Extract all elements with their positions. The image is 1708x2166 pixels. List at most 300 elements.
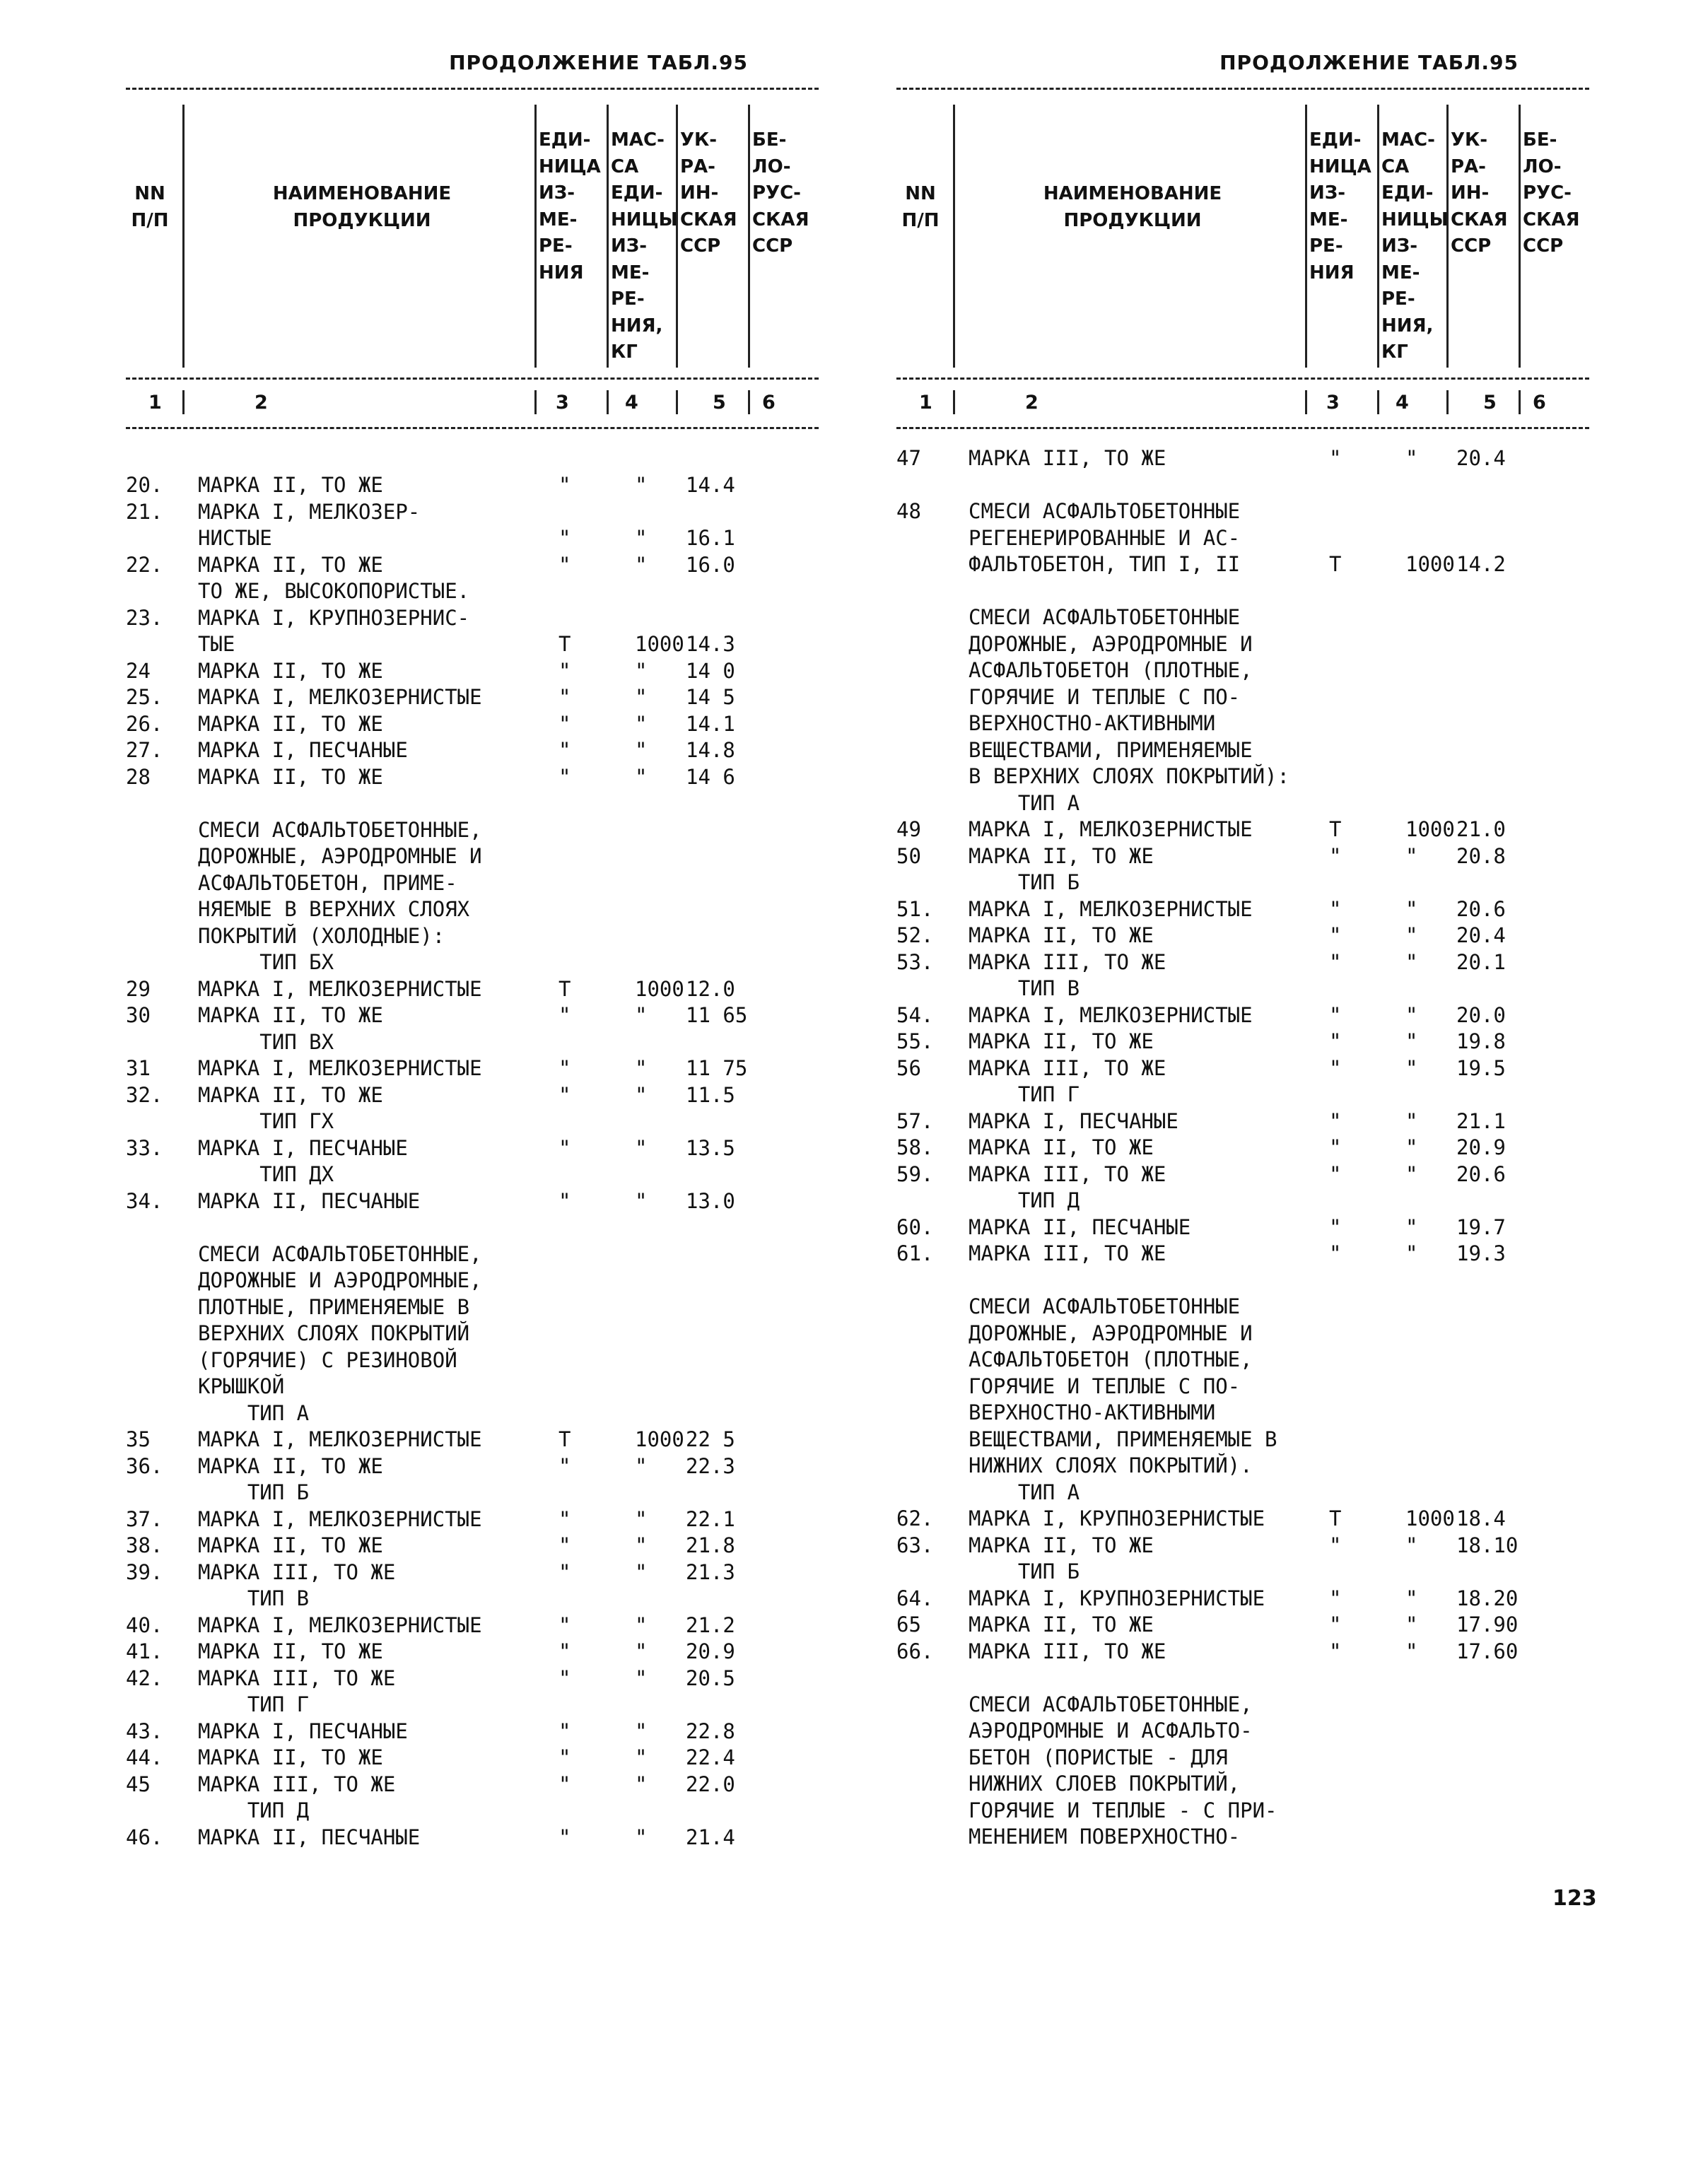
product-name: МАРКА III, ТО ЖЕ bbox=[969, 1055, 1166, 1080]
value-cell: 14 6 bbox=[686, 764, 735, 789]
table-row bbox=[896, 472, 1589, 499]
item-number: 36. bbox=[126, 1453, 163, 1478]
product-name: СМЕСИ АСФАЛЬТОБЕТОННЫЕ bbox=[969, 499, 1241, 523]
value-cell: 14.4 bbox=[686, 473, 735, 497]
product-name: ТЫЕ bbox=[198, 632, 235, 656]
unit-cell: " bbox=[1329, 1055, 1342, 1080]
number-divider bbox=[953, 390, 955, 414]
product-name: МАРКА II, ТО ЖЕ bbox=[198, 552, 383, 577]
product-name: МАРКА I, МЕЛКОЗЕРНИСТЫЕ bbox=[198, 1056, 482, 1080]
product-name: ТИП Г bbox=[969, 1082, 1080, 1106]
header-divider bbox=[748, 105, 750, 368]
product-name: МАРКА I, МЕЛКОЗЕРНИСТЫЕ bbox=[969, 1002, 1253, 1027]
unit-cell: " bbox=[558, 1745, 571, 1769]
unit-cell: " bbox=[558, 1188, 571, 1213]
table-row bbox=[126, 658, 819, 685]
product-name: КРЫШКОЙ bbox=[198, 1374, 285, 1398]
value-cell: 20.6 bbox=[1456, 1161, 1506, 1186]
mass-cell: 1000 bbox=[1405, 1506, 1455, 1530]
table-row bbox=[896, 1135, 1589, 1161]
table-row bbox=[896, 1718, 1589, 1745]
product-name: НИЖНИХ СЛОЯХ ПОКРЫТИЙ). bbox=[969, 1453, 1253, 1477]
unit-cell: Т bbox=[1329, 1506, 1342, 1530]
product-name: МАРКА II, ТО ЖЕ bbox=[198, 1082, 383, 1107]
item-number: 57. bbox=[896, 1108, 934, 1133]
product-name: МАРКА II, ТО ЖЕ bbox=[969, 923, 1154, 947]
mass-cell: " bbox=[635, 1719, 648, 1743]
mass-cell: " bbox=[635, 685, 648, 709]
item-number: 32. bbox=[126, 1082, 163, 1107]
table-row bbox=[126, 1241, 819, 1268]
item-number: 20. bbox=[126, 473, 163, 497]
header-ukraine-label: УК- РА- ИН- СКАЯ ССР bbox=[1451, 129, 1508, 257]
item-number: 62. bbox=[896, 1506, 934, 1530]
number-divider bbox=[1519, 390, 1521, 414]
mass-cell: " bbox=[1405, 1002, 1418, 1027]
table-body bbox=[896, 445, 1589, 1851]
value-cell: 14 5 bbox=[686, 685, 735, 709]
table-row bbox=[126, 1533, 819, 1559]
value-cell: 16.0 bbox=[686, 552, 735, 577]
table-row bbox=[126, 472, 819, 499]
product-name: ТИП Б bbox=[969, 1559, 1080, 1583]
product-name: ТИП ВХ bbox=[198, 1029, 334, 1054]
table-row bbox=[896, 578, 1589, 605]
item-number: 43. bbox=[126, 1719, 163, 1743]
table-row bbox=[896, 1612, 1589, 1639]
product-name: МАРКА I, ПЕСЧАНЫЕ bbox=[969, 1108, 1178, 1133]
item-number: 59. bbox=[896, 1161, 934, 1186]
header-number-label: NN П/П bbox=[131, 183, 169, 231]
mass-cell: " bbox=[1405, 843, 1418, 868]
product-name: ТИП БХ bbox=[198, 950, 334, 974]
header-divider bbox=[1377, 105, 1379, 368]
value-cell: 16.1 bbox=[686, 526, 735, 550]
product-name: (ГОРЯЧИЕ) С РЕЗИНОВОЙ bbox=[198, 1347, 457, 1372]
product-name: ДОРОЖНЫЕ, АЭРОДРОМНЫЕ И bbox=[969, 631, 1253, 656]
mass-cell: " bbox=[1405, 1214, 1418, 1239]
item-number: 40. bbox=[126, 1612, 163, 1637]
product-name: ПОКРЫТИЙ (ХОЛОДНЫЕ): bbox=[198, 923, 445, 948]
item-number: 56 bbox=[896, 1055, 921, 1080]
value-cell: 19.3 bbox=[1456, 1241, 1506, 1265]
table-row bbox=[126, 605, 819, 632]
product-name: МАРКА II, ТО ЖЕ bbox=[198, 764, 383, 789]
unit-cell: " bbox=[558, 552, 571, 577]
product-name: ДОРОЖНЫЕ, АЭРОДРОМНЫЕ И bbox=[198, 844, 482, 868]
mass-cell: 1000 bbox=[635, 1427, 684, 1451]
product-name: МАРКА III, ТО ЖЕ bbox=[969, 1241, 1166, 1265]
right-column bbox=[896, 0, 1603, 1909]
value-cell: 22.8 bbox=[686, 1719, 735, 1743]
product-name: МАРКА I, МЕЛКОЗЕРНИСТЫЕ bbox=[198, 685, 482, 709]
product-name: АСФАЛЬТОБЕТОН (ПЛОТНЫЕ, bbox=[969, 658, 1253, 682]
unit-cell: " bbox=[1329, 1586, 1342, 1610]
column-number: 4 bbox=[1396, 392, 1409, 414]
mass-cell: " bbox=[1405, 896, 1418, 921]
table-row bbox=[896, 1639, 1589, 1666]
header-mass-label: МАС- СА ЕДИ- НИЦЫ ИЗ- МЕ- РЕ- НИЯ, КГ bbox=[611, 129, 678, 363]
product-name: МАРКА I, КРУПНОЗЕРНИСТЫЕ bbox=[969, 1586, 1265, 1610]
table-row bbox=[896, 896, 1589, 923]
table-row bbox=[126, 790, 819, 817]
unit-cell: " bbox=[558, 473, 571, 497]
value-cell: 14.8 bbox=[686, 738, 735, 762]
table-row bbox=[896, 551, 1589, 578]
header-mid-rule bbox=[896, 377, 1589, 380]
value-cell: 22.4 bbox=[686, 1745, 735, 1769]
unit-cell: " bbox=[558, 1056, 571, 1080]
number-divider bbox=[748, 390, 750, 414]
column-number: 1 bbox=[148, 392, 162, 414]
table-row bbox=[126, 525, 819, 552]
table-row bbox=[126, 843, 819, 870]
value-cell: 20.8 bbox=[1456, 843, 1506, 868]
item-number: 33. bbox=[126, 1135, 163, 1160]
unit-cell: " bbox=[558, 1082, 571, 1107]
product-name: МАРКА III, ТО ЖЕ bbox=[969, 446, 1166, 470]
value-cell: 21.0 bbox=[1456, 817, 1506, 841]
item-number: 31 bbox=[126, 1056, 151, 1080]
header-bottom-rule bbox=[896, 427, 1589, 429]
mass-cell: " bbox=[635, 1559, 648, 1584]
mass-cell: " bbox=[635, 1188, 648, 1213]
table-row bbox=[126, 737, 819, 764]
table-row bbox=[126, 1082, 819, 1109]
product-name: МАРКА II, ТО ЖЕ bbox=[198, 1003, 383, 1027]
table-row bbox=[896, 710, 1589, 737]
mass-cell: 1000 bbox=[1405, 817, 1455, 841]
table-row bbox=[126, 711, 819, 738]
table-row bbox=[896, 1294, 1589, 1321]
product-name: МАРКА I, КРУПНОЗЕРНИС- bbox=[198, 605, 470, 630]
number-divider bbox=[534, 390, 537, 414]
number-divider bbox=[1305, 390, 1307, 414]
column-number: 3 bbox=[556, 392, 569, 414]
table-row bbox=[126, 1612, 819, 1639]
table-row bbox=[896, 604, 1589, 631]
product-name: ТИП ГХ bbox=[198, 1109, 334, 1133]
unit-cell: " bbox=[1329, 843, 1342, 868]
item-number: 23. bbox=[126, 605, 163, 630]
number-divider bbox=[607, 390, 609, 414]
number-divider bbox=[1377, 390, 1379, 414]
table-row bbox=[896, 1559, 1589, 1586]
table-row bbox=[126, 1825, 819, 1851]
value-cell: 22.3 bbox=[686, 1453, 735, 1478]
product-name: МАРКА III, ТО ЖЕ bbox=[969, 1639, 1166, 1663]
unit-cell: Т bbox=[558, 1427, 571, 1451]
unit-cell: " bbox=[1329, 1612, 1342, 1637]
mass-cell: " bbox=[635, 1082, 648, 1107]
item-number: 37. bbox=[126, 1506, 163, 1531]
value-cell: 21.4 bbox=[686, 1825, 735, 1849]
value-cell: 17.90 bbox=[1456, 1612, 1519, 1637]
table-row bbox=[896, 498, 1589, 525]
product-name: ВЕРХНОСТНО-АКТИВНЫМИ bbox=[969, 711, 1216, 735]
product-name: МАРКА III, ТО ЖЕ bbox=[969, 949, 1166, 974]
mass-cell: " bbox=[635, 711, 648, 736]
continuation-title: ПРОДОЛЖЕНИЕ ТАБЛ.95 bbox=[449, 51, 748, 74]
product-name: МЕНЕНИЕМ ПОВЕРХНОСТНО- bbox=[969, 1825, 1241, 1849]
value-cell: 20.4 bbox=[1456, 923, 1506, 947]
item-number: 47 bbox=[896, 446, 921, 470]
item-number: 44. bbox=[126, 1745, 163, 1769]
unit-cell: " bbox=[1329, 923, 1342, 947]
unit-cell: " bbox=[558, 1666, 571, 1690]
table-row bbox=[896, 1427, 1589, 1453]
mass-cell: " bbox=[1405, 446, 1418, 470]
item-number: 39. bbox=[126, 1559, 163, 1584]
number-divider bbox=[182, 390, 185, 414]
product-name: МАРКА I, МЕЛКОЗЕРНИСТЫЕ bbox=[198, 1506, 482, 1531]
value-cell: 14.2 bbox=[1456, 552, 1506, 576]
value-cell: 20.9 bbox=[1456, 1135, 1506, 1159]
mass-cell: " bbox=[635, 764, 648, 789]
table-row bbox=[896, 445, 1589, 472]
unit-cell: " bbox=[1329, 1639, 1342, 1663]
product-name: ВЕРХНОСТНО-АКТИВНЫМИ bbox=[969, 1400, 1216, 1424]
product-name: МАРКА I, ПЕСЧАНЫЕ bbox=[198, 1719, 408, 1743]
table-row bbox=[126, 1798, 819, 1825]
table-row bbox=[126, 1666, 819, 1692]
table-row bbox=[126, 1161, 819, 1188]
item-number: 48 bbox=[896, 499, 921, 523]
unit-cell: " bbox=[558, 658, 571, 683]
product-name: МАРКА II, ТО ЖЕ bbox=[969, 1029, 1154, 1053]
product-name: ТИП А bbox=[969, 790, 1080, 815]
product-name: МАРКА II, ПЕСЧАНЫЕ bbox=[969, 1214, 1191, 1239]
unit-cell: " bbox=[1329, 1161, 1342, 1186]
left-column bbox=[126, 0, 833, 1909]
unit-cell: " bbox=[1329, 949, 1342, 974]
value-cell: 17.60 bbox=[1456, 1639, 1519, 1663]
item-number: 51. bbox=[896, 896, 934, 921]
item-number: 65 bbox=[896, 1612, 921, 1637]
product-name: МАРКА II, ТО ЖЕ bbox=[198, 1745, 383, 1769]
table-row bbox=[126, 1135, 819, 1162]
value-cell: 11 65 bbox=[686, 1003, 748, 1027]
mass-cell: " bbox=[1405, 1612, 1418, 1637]
value-cell: 18.20 bbox=[1456, 1586, 1519, 1610]
unit-cell: " bbox=[558, 711, 571, 736]
value-cell: 21.3 bbox=[686, 1559, 735, 1584]
table-row bbox=[896, 1533, 1589, 1559]
value-cell: 14.3 bbox=[686, 632, 735, 656]
table-row bbox=[896, 1082, 1589, 1108]
unit-cell: " bbox=[558, 1533, 571, 1557]
item-number: 60. bbox=[896, 1214, 934, 1239]
table-row bbox=[126, 1347, 819, 1374]
table-row bbox=[126, 578, 819, 605]
mass-cell: " bbox=[635, 1666, 648, 1690]
item-number: 26. bbox=[126, 711, 163, 736]
product-name: МАРКА II, ТО ЖЕ bbox=[198, 1533, 383, 1557]
table-row bbox=[126, 1639, 819, 1666]
product-name: МАРКА I, КРУПНОЗЕРНИСТЫЕ bbox=[969, 1506, 1265, 1530]
table-row bbox=[896, 1188, 1589, 1214]
table-row bbox=[896, 1400, 1589, 1427]
unit-cell: " bbox=[1329, 1029, 1342, 1053]
header-belarus-label: БЕ- ЛО- РУС- СКАЯ ССР bbox=[1523, 129, 1580, 257]
product-name: ТИП Б bbox=[969, 870, 1080, 894]
product-name: ВЕЩЕСТВАМИ, ПРИМЕНЯЕМЫЕ bbox=[969, 737, 1253, 762]
item-number: 50 bbox=[896, 843, 921, 868]
mass-cell: " bbox=[1405, 1108, 1418, 1133]
mass-cell: " bbox=[1405, 1586, 1418, 1610]
product-name: В ВЕРХНИХ СЛОЯХ ПОКРЫТИЙ): bbox=[969, 764, 1289, 788]
page-number: 123 bbox=[1552, 1886, 1597, 1911]
product-name: МАРКА I, МЕЛКОЗЕРНИСТЫЕ bbox=[969, 896, 1253, 921]
value-cell: 18.10 bbox=[1456, 1533, 1519, 1557]
table-row bbox=[896, 737, 1589, 764]
table-row bbox=[126, 1268, 819, 1294]
item-number: 58. bbox=[896, 1135, 934, 1159]
mass-cell: " bbox=[635, 473, 648, 497]
mass-cell: " bbox=[635, 1825, 648, 1849]
product-name: МАРКА II, ТО ЖЕ bbox=[969, 1135, 1154, 1159]
table-row bbox=[126, 1321, 819, 1347]
unit-cell: " bbox=[1329, 1241, 1342, 1265]
table-row bbox=[896, 525, 1589, 552]
mass-cell: " bbox=[635, 1506, 648, 1531]
item-number: 38. bbox=[126, 1533, 163, 1557]
table-row bbox=[126, 499, 819, 526]
item-number: 53. bbox=[896, 949, 934, 974]
unit-cell: " bbox=[1329, 1002, 1342, 1027]
product-name: ТИП В bbox=[969, 976, 1080, 1000]
number-divider bbox=[676, 390, 678, 414]
mass-cell: " bbox=[635, 738, 648, 762]
value-cell: 18.4 bbox=[1456, 1506, 1506, 1530]
header-divider bbox=[182, 105, 185, 368]
unit-cell: " bbox=[1329, 1135, 1342, 1159]
table-row bbox=[896, 976, 1589, 1002]
table-row bbox=[126, 1400, 819, 1427]
column-number: 3 bbox=[1326, 392, 1340, 414]
table-row bbox=[896, 843, 1589, 870]
value-cell: 20.6 bbox=[1456, 896, 1506, 921]
item-number: 61. bbox=[896, 1241, 934, 1265]
product-name: НЯЕМЫЕ В ВЕРХНИХ СЛОЯХ bbox=[198, 897, 470, 921]
column-number: 1 bbox=[919, 392, 932, 414]
product-name: МАРКА I, МЕЛКОЗЕРНИСТЫЕ bbox=[198, 1612, 482, 1637]
mass-cell: " bbox=[635, 1639, 648, 1663]
item-number: 28 bbox=[126, 764, 151, 789]
mass-cell: " bbox=[635, 1772, 648, 1796]
table-row bbox=[126, 764, 819, 791]
product-name: МАРКА I, ПЕСЧАНЫЕ bbox=[198, 1135, 408, 1160]
header-top-rule bbox=[126, 88, 819, 90]
table-row bbox=[896, 1745, 1589, 1772]
unit-cell: " bbox=[1329, 896, 1342, 921]
table-row bbox=[896, 763, 1589, 790]
table-row bbox=[896, 1374, 1589, 1400]
header-ukraine-label: УК- РА- ИН- СКАЯ ССР bbox=[680, 129, 737, 257]
table-row bbox=[126, 1055, 819, 1082]
item-number: 22. bbox=[126, 552, 163, 577]
table-row bbox=[896, 1321, 1589, 1347]
product-name: ТИП В bbox=[198, 1586, 310, 1610]
header-divider bbox=[953, 105, 955, 368]
item-number: 25. bbox=[126, 685, 163, 709]
value-cell: 22 5 bbox=[686, 1427, 735, 1451]
unit-cell: " bbox=[1329, 1533, 1342, 1557]
mass-cell: " bbox=[1405, 949, 1418, 974]
table-row bbox=[896, 1241, 1589, 1268]
unit-cell: " bbox=[1329, 446, 1342, 470]
table-row bbox=[126, 1745, 819, 1772]
value-cell: 21.1 bbox=[1456, 1108, 1506, 1133]
table-row bbox=[896, 1453, 1589, 1480]
column-number: 2 bbox=[255, 392, 268, 414]
product-name: МАРКА III, ТО ЖЕ bbox=[198, 1559, 396, 1584]
unit-cell: Т bbox=[558, 632, 571, 656]
product-name: МАРКА II, ТО ЖЕ bbox=[969, 843, 1154, 868]
product-name: ТО ЖЕ, ВЫСОКОПОРИСТЫЕ. bbox=[198, 579, 470, 603]
table-row bbox=[896, 631, 1589, 658]
table-row bbox=[126, 1453, 819, 1480]
value-cell: 13.0 bbox=[686, 1188, 735, 1213]
header-unit-label: ЕДИ- НИЦА ИЗ- МЕ- РЕ- НИЯ bbox=[1309, 129, 1371, 283]
item-number: 21. bbox=[126, 499, 163, 524]
table-row bbox=[896, 1665, 1589, 1692]
item-number: 41. bbox=[126, 1639, 163, 1663]
table-row bbox=[126, 1002, 819, 1029]
product-name: ВЕЩЕСТВАМИ, ПРИМЕНЯЕМЫЕ В bbox=[969, 1427, 1277, 1451]
product-name: СМЕСИ АСФАЛЬТОБЕТОННЫЕ bbox=[969, 1294, 1241, 1318]
table-row bbox=[126, 631, 819, 658]
table-row bbox=[896, 816, 1589, 843]
table-row bbox=[896, 870, 1589, 896]
unit-cell: " bbox=[558, 1453, 571, 1478]
mass-cell: " bbox=[1405, 1533, 1418, 1557]
product-name: СМЕСИ АСФАЛЬТОБЕТОННЫЕ bbox=[969, 605, 1241, 629]
table-row bbox=[896, 923, 1589, 949]
table-row bbox=[126, 1480, 819, 1506]
column-number: 5 bbox=[1483, 392, 1497, 414]
unit-cell: Т bbox=[558, 976, 571, 1001]
product-name: ГОРЯЧИЕ И ТЕПЛЫЕ - С ПРИ- bbox=[969, 1798, 1277, 1822]
value-cell: 20.9 bbox=[686, 1639, 735, 1663]
product-name: АСФАЛЬТОБЕТОН, ПРИМЕ- bbox=[198, 870, 457, 895]
header-mass-label: МАС- СА ЕДИ- НИЦЫ ИЗ- МЕ- РЕ- НИЯ, КГ bbox=[1381, 129, 1449, 363]
table-row bbox=[896, 1692, 1589, 1719]
column-number: 5 bbox=[713, 392, 726, 414]
table-row bbox=[126, 923, 819, 950]
value-cell: 22.0 bbox=[686, 1772, 735, 1796]
product-name: ТИП Д bbox=[198, 1798, 310, 1822]
product-name: МАРКА III, ТО ЖЕ bbox=[969, 1161, 1166, 1186]
product-name: ТИП Г bbox=[198, 1692, 310, 1716]
table-row bbox=[126, 1029, 819, 1056]
value-cell: 20.0 bbox=[1456, 1002, 1506, 1027]
value-cell: 14.1 bbox=[686, 711, 735, 736]
table-row bbox=[126, 1427, 819, 1453]
value-cell: 20.1 bbox=[1456, 949, 1506, 974]
header-belarus-label: БЕ- ЛО- РУС- СКАЯ ССР bbox=[752, 129, 809, 257]
item-number: 35 bbox=[126, 1427, 151, 1451]
mass-cell: " bbox=[635, 1003, 648, 1027]
unit-cell: " bbox=[1329, 1108, 1342, 1133]
table-row bbox=[896, 1480, 1589, 1506]
item-number: 63. bbox=[896, 1533, 934, 1557]
mass-cell: " bbox=[635, 1135, 648, 1160]
product-name: МАРКА I, МЕЛКОЗЕР- bbox=[198, 499, 421, 524]
product-name: СМЕСИ АСФАЛЬТОБЕТОННЫЕ, bbox=[969, 1692, 1253, 1716]
product-name: НИСТЫЕ bbox=[198, 526, 272, 550]
value-cell: 19.5 bbox=[1456, 1055, 1506, 1080]
